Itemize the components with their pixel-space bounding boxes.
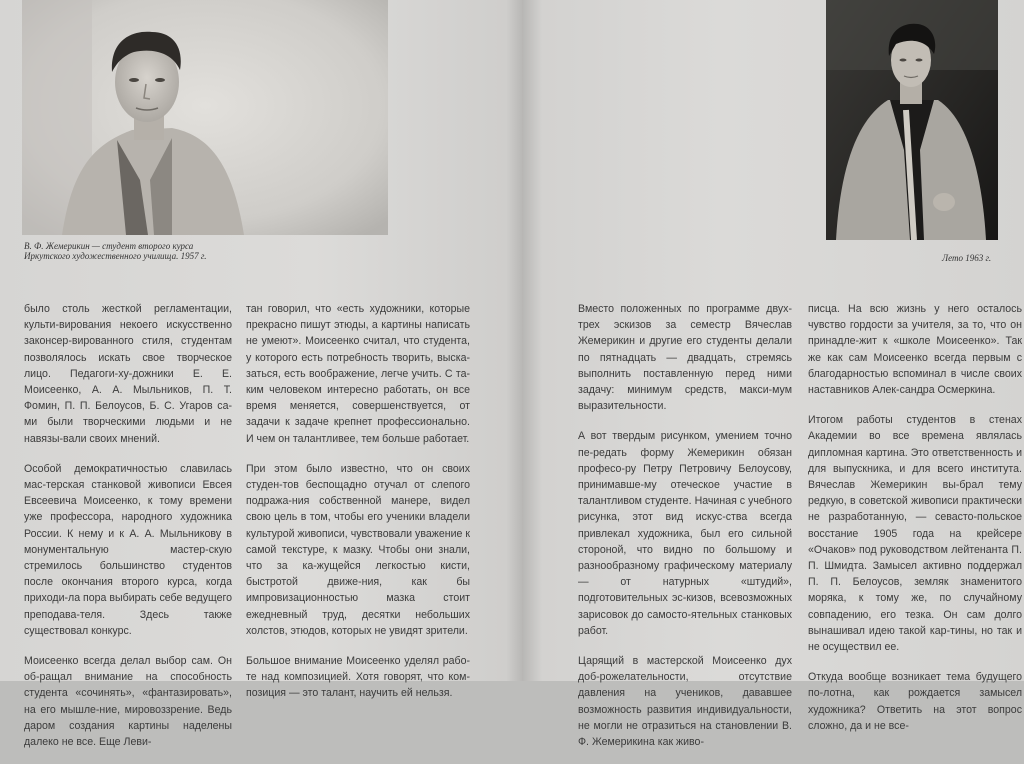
paragraph: Большое внимание Моисеенко уделял рабо-те над композицией. Хотя говорят, что ком-позиция — это талант, научить ей нельзя. bbox=[246, 655, 470, 700]
left-page bbox=[0, 0, 522, 749]
paragraph: писца. На всю жизнь у него осталось чувство гордости за учителя, за то, что он принадле-жит к «школе Моисеенко». Так же как сам Моисеенко всегда первым с благодарностью вспоминал в числе своих наставников Алек-сандра Осмеркина. bbox=[808, 303, 1022, 397]
paragraph: Откуда вообще возникает тема будущего по-лотна, как рождается замысел художника? Ответить на этот вопрос сложно, да и не все- bbox=[808, 671, 1022, 732]
photo-portrait-1963 bbox=[826, 0, 998, 240]
paragraph: Царящий в мастерской Моисеенко дух доб-рожелательности, отсутствие давления на учеников, дававшее возможность развития индивидуальности, не могли не отразиться на становлении В. Ф. Жемерикина как живо- bbox=[578, 655, 792, 749]
paragraph: Вместо положенных по программе двух-трех эскизов за семестр Вячеслав Жемерикин и другие его студенты делали по пятнадцать — двадцать, стремясь выполнить поставленную перед ними задачу: минимум средств, макси-мум выразительности. bbox=[578, 303, 792, 413]
photo-caption-1957: В. Ф. Жемерикин — студент второго курса Иркутского художественного училища. 1957 г. bbox=[24, 241, 207, 261]
paragraph: При этом было известно, что он своих студен-тов беспощадно отучал от слепого подража-ния собственной манере, видел свою цель в том, чтобы его ученики владели культурой живописи, чувствовали уважение к самой текстуре, к мазку. Чтобы они знали, что за ка-жущейся легкостью кисти, быстротой движе-ния, как бы импровизационностью мазка стоит ежедневный труд, десятки небольших холстов, этюдов, которых не увидят зрители. bbox=[246, 462, 470, 637]
paragraph: тан говорил, что «есть художники, которые прекрасно пишут этюды, а картины написать не умеют». Моисеенко считал, что студента, у которого есть потребность творить, выска-заться, есть воображение, легче учить. С та-ким человеком интересно работать, он все время меняется, совершенствуется, от задачи к задаче крепнет профессионально. И чем он талантливее, тем больше работает. bbox=[246, 303, 470, 445]
paragraph: Моисеенко всегда делал выбор сам. Он об-ращал внимание на способность студента «сочинять», «фантазировать», на его мышле-ние, мировоззрение. Ведь даром создания картины наделены далеко не все. Еще Леви- bbox=[24, 655, 232, 749]
paragraph: Итогом работы студентов в стенах Академии во все времена являлась дипломная картина. Это ответственность и для выпускника, и для всего института. Вячеслав Жемерикин вы-брал тему редкую, в советской живописи практически не разработанную, — севасто-польское восстание 1905 года на крейсере «Очаков» под руководством лейтенанта П. П. Шмидта. Замысел активно поддержал П. П. Белоусов, земляк знаменитого моряка, к тому же, по случайному совпадению, его тезка. Он сам долго вынашивал идею такой кар-тины, но так и не осуществил ее. bbox=[808, 414, 1022, 654]
photo-portrait-1957 bbox=[22, 0, 388, 235]
photo-caption-1963: Лето 1963 г. bbox=[942, 253, 992, 263]
right-page bbox=[522, 0, 1024, 749]
paragraph: А вот твердым рисунком, умением точно пе-редать форму Жемерикин обязан професо-ру Петру Петровичу Белоусову, принимавше-му отеческое участие в талантливом студенте. Начиная с учебного рисунка, этот вид искус-ства всегда привлекал художника, был его сильной стороной, что видно по большому и разнообразному графическому материалу — от натурных «штудий», подготовительных эс-кизов, всевозможных зарисовок до самосто-ятельных станковых работ. bbox=[578, 430, 792, 637]
right-text-column-1 bbox=[578, 301, 792, 764]
paragraph: Особой демократичностью славилась мас-терская станковой живописи Евсея Евсеевича Моисеенко, к тому времени уже профессора, народного художника России. К нему и к А. А. Мыльникову в монументальную мастер-скую стремилось большинство студентов после окончания второго курса, когда приходи-ла пора выбирать себе ведущего преподава-теля. Здесь также существовал конкурс. bbox=[24, 462, 232, 637]
left-text-column-2 bbox=[246, 301, 470, 716]
paragraph: было столь жесткой регламентации, культи-вирования некоего искусственно законсер-вированного стиля, студентам позволялось искать свое творческое лицо. Педагоги-ху-дожники Е. Е. Моисеенко, А. А. Мыльников, П. Т. Фомин, П. П. Белоусов, Б. С. Угаров са-ми были творческими людьми и не навязы-вали своих мнений. bbox=[24, 303, 232, 445]
left-text-column-1 bbox=[24, 301, 232, 764]
right-text-column-2 bbox=[808, 301, 1022, 748]
